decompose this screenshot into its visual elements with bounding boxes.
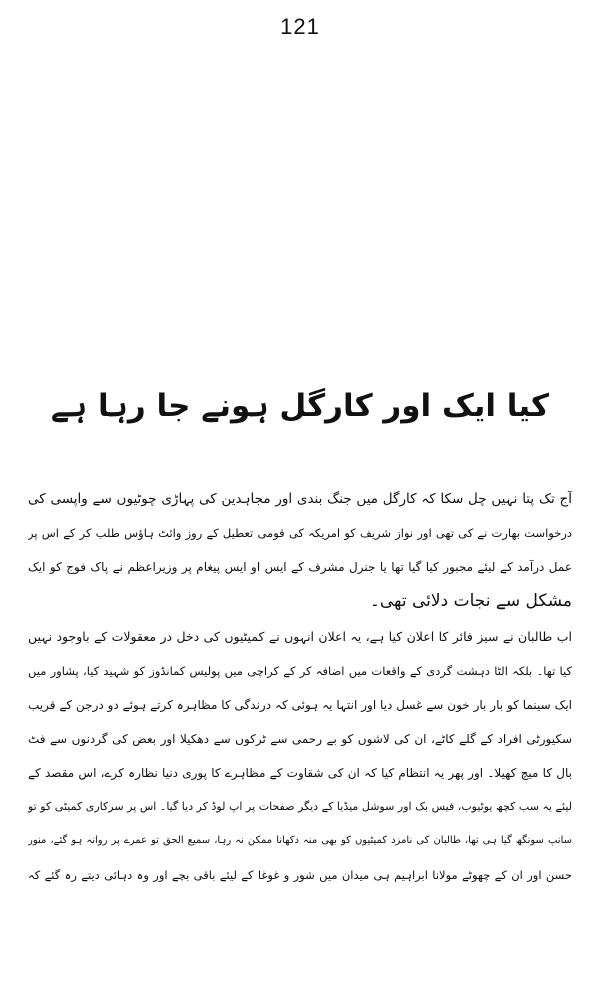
text-line: ایک سینما کو بار بار خون سے غسل دیا اور انتہا یہ ہوئی کہ درندگی کا مظاہرہ کرتے ہوئے دو درجن کے قریب: [28, 698, 572, 712]
text-line: بال کا میچ کھیلا۔ اور پھر یہ انتظام کیا کہ ان کی شقاوت کے مظاہرے کا پوری دنیا نظارہ کرے، اس مقصد کے: [28, 766, 572, 780]
text-line: درخواست بھارت نے کی تھی اور نواز شریف کو امریکہ کی قومی تعطیل کے روز وائٹ ہاؤس طلب کر کے اس پر: [28, 526, 572, 540]
text-line: مشکل سے نجات دلائی تھی۔: [369, 591, 572, 611]
body-text: [28, 482, 572, 892]
text-line: سکیورٹی افراد کے گلے کاٹے، ان کی لاشوں کو بے رحمی سے ٹرکوں سے دھکیلا اور بعض کی گردنوں سے فٹ: [28, 732, 572, 746]
text-line: حسن اور ان کے چھوٹے مولانا ابراہیم ہی میدان میں شور و غوغا کے لیئے باقی بچے اور وہ دہائی دیتے رہ گئے کہ: [28, 868, 572, 882]
text-line: سانپ سونگھ گیا ہی تھا، طالبان کی نامزد کمیٹیوں کو بھی منہ دکھانا ممکن نہ رہا، سمیع الحق تو عمرے پر روانہ ہو گئے، منور: [28, 835, 572, 846]
text-line: اب طالبان نے سیز فائر کا اعلان کیا ہے، یہ اعلان انہوں نے کمیٹیوں کی دخل در معقولات کے باوجود نہیں: [28, 629, 572, 644]
text-line: کیا تھا۔ بلکہ الٹا دہشت گردی کے واقعات میں اضافہ کر کے کراچی میں پولیس کمانڈوز کو شہید کیا، پشاور میں: [28, 664, 572, 678]
page-number: 121: [280, 14, 320, 39]
text-line: آج تک پتا نہیں چل سکا کہ کارگل میں جنگ بندی اور مجاہدین کی پہاڑی چوٹیوں سے واپسی کی: [28, 491, 572, 507]
text-line: لیئے یہ سب کچھ یوٹیوب، فیس بک اور سوشل میڈیا کے دیگر صفحات پر اپ لوڈ کر دیا گیا۔ اس پر سرکاری کمیٹی کو تو: [28, 800, 572, 813]
chapter-title: کیا ایک اور کارگل ہونے جا رہا ہے: [50, 388, 550, 424]
text-line: عمل درآمد کے لیئے مجبور کیا گیا تھا یا جنرل مشرف کے ایس او ایس پیغام پر وزیراعظم نے پاک فوج کو ایک: [28, 560, 572, 574]
